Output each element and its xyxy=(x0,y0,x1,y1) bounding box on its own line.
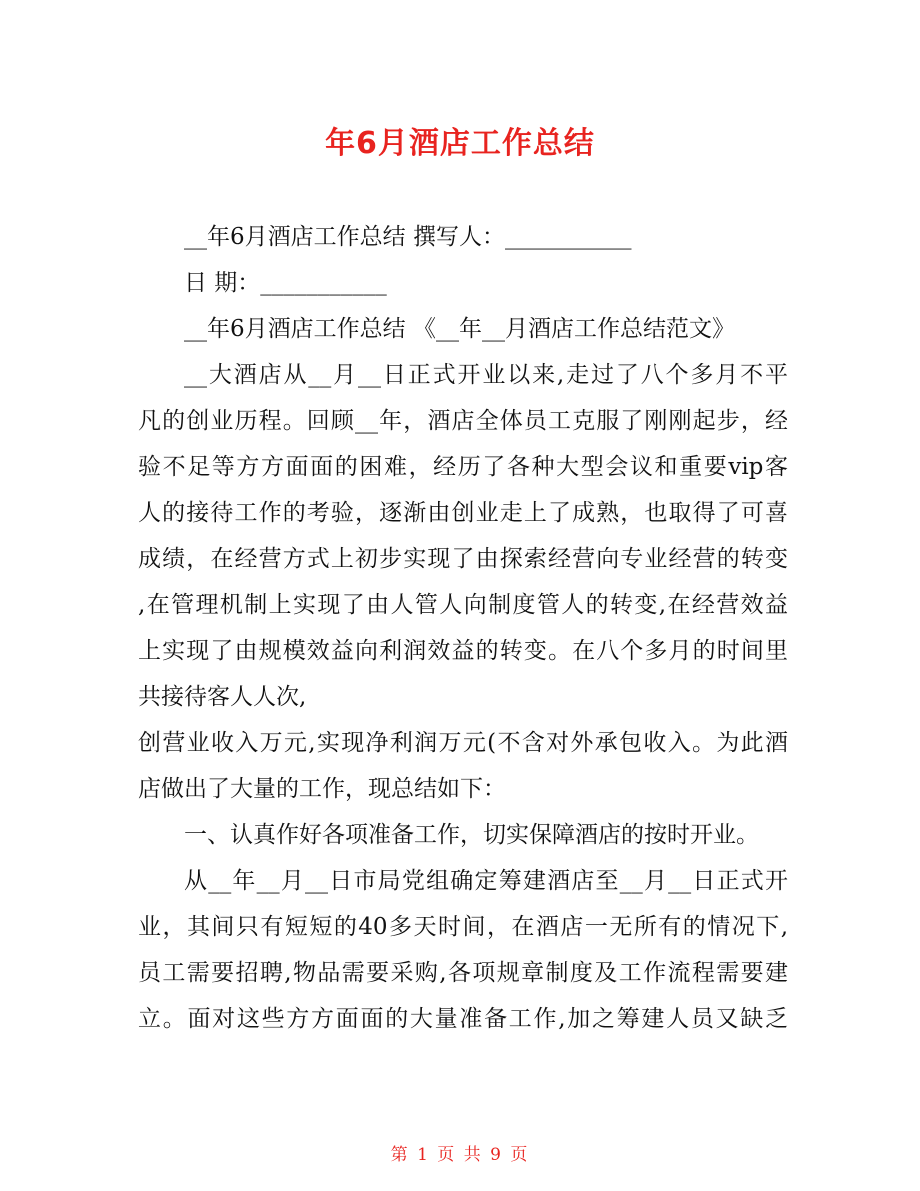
author-line: __年6月酒店工作总结 撰写人：___________ xyxy=(184,224,632,250)
paragraph-line: 业，其间只有短短的40多天时间，在酒店一无所有的情况下, xyxy=(138,914,788,940)
date-line: 日 期：___________ xyxy=(184,270,387,296)
paragraph-line: 上实现了由规模效益向利润效益的转变。在八个多月的时间里 xyxy=(138,638,788,664)
paragraph-line: 店做出了大量的工作，现总结如下： xyxy=(138,776,506,802)
paragraph-line: 凡的创业历程。回顾__年，酒店全体员工克服了刚刚起步，经 xyxy=(138,408,788,434)
paragraph-line: ,在管理机制上实现了由人管人向制度管人的转变,在经营效益 xyxy=(138,592,788,618)
paragraph-line: 验不足等方方面面的困难，经历了各种大型会议和重要vip客 xyxy=(138,454,788,480)
paragraph-line: 创营业收入万元,实现净利润万元(不含对外承包收入。为此酒 xyxy=(138,730,788,756)
paragraph-line: __大酒店从__月__日正式开业以来,走过了八个多月不平 xyxy=(184,362,788,388)
document-title: 年6月酒店工作总结 xyxy=(325,126,595,161)
paragraph-line: 从__年__月__日市局党组确定筹建酒店至__月__日正式开 xyxy=(184,868,788,894)
subtitle-line: __年6月酒店工作总结 《__年__月酒店工作总结范文》 xyxy=(184,316,735,342)
page-indicator: 第 1 页 共 9 页 xyxy=(390,1145,530,1165)
section-heading: 一、认真作好各项准备工作，切实保障酒店的按时开业。 xyxy=(184,822,759,848)
paragraph-line: 成绩，在经营方式上初步实现了由探索经营向专业经营的转变 xyxy=(138,546,788,572)
paragraph-line: 立。面对这些方方面面的大量准备工作,加之筹建人员又缺乏 xyxy=(138,1006,788,1032)
paragraph-line: 员工需要招聘,物品需要采购,各项规章制度及工作流程需要建 xyxy=(138,960,788,986)
paragraph-line: 共接待客人人次, xyxy=(138,684,307,710)
paragraph-line: 人的接待工作的考验，逐渐由创业走上了成熟，也取得了可喜 xyxy=(138,500,788,526)
